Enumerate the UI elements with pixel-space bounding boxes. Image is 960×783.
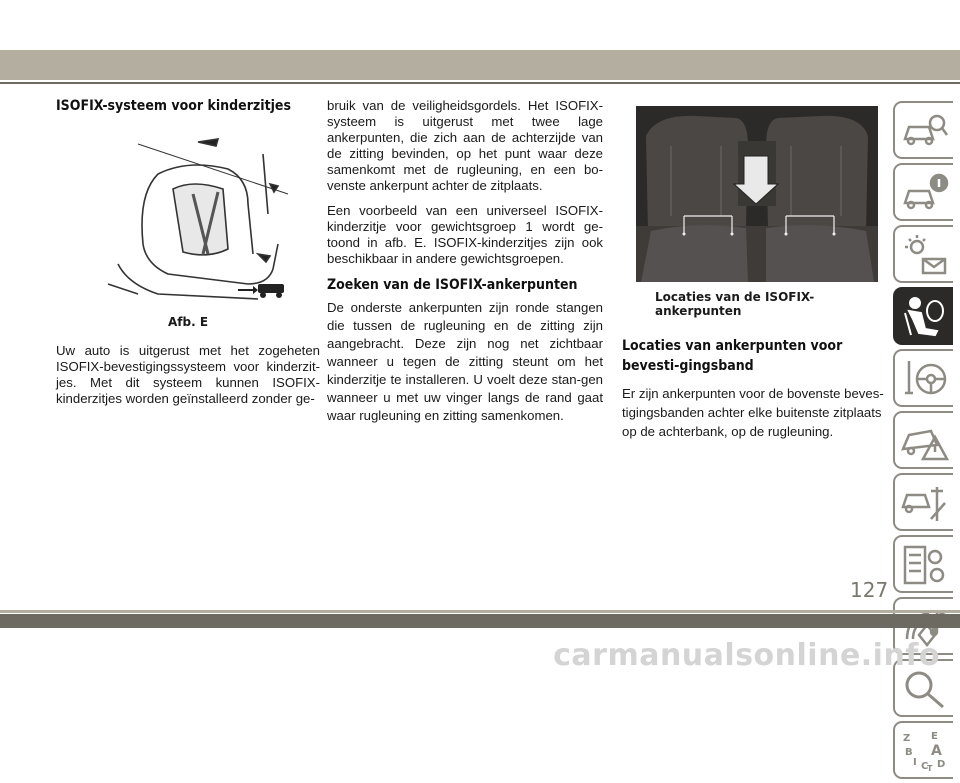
car-tools-icon: [901, 481, 949, 525]
section-heading-isofix: ISOFIX-systeem voor kinderzitjes: [56, 98, 291, 114]
steering-key-icon: [901, 357, 949, 401]
svg-text:A: A: [931, 743, 942, 759]
tab-dashboard-warning[interactable]: [893, 225, 953, 283]
specs-gears-icon: [901, 543, 949, 587]
paragraph-tether-anchors: Er zijn ankerpunten voor de bovenste beves-tigingsbanden achter elke buitenste zitplaats op de achterbank, op de rugleuning.: [622, 386, 884, 439]
alphabet-index-icon: [901, 729, 949, 773]
column-middle: [327, 98, 603, 434]
tab-steering-key[interactable]: [893, 349, 953, 407]
svg-text:T: T: [927, 764, 933, 773]
page-number: 127: [850, 578, 889, 602]
section-heading-tether-anchors: Locaties van ankerpunten voor bevesti-gingsband: [622, 338, 843, 374]
footer-rule: [0, 610, 960, 613]
svg-text:E: E: [931, 731, 938, 742]
column-left: [56, 98, 320, 416]
dashboard-warning-icon: [901, 233, 949, 277]
tab-car-search[interactable]: [893, 101, 953, 159]
car-search-icon: [901, 109, 949, 153]
watermark: carmanualsonline.info: [553, 638, 940, 673]
tab-alphabet-index[interactable]: [893, 721, 953, 779]
footer-band: [0, 614, 960, 628]
column-right: [622, 98, 886, 450]
header-band: [0, 50, 960, 80]
rear-seat-photo: [636, 106, 878, 282]
magnifier-icon: [901, 667, 949, 711]
child-seat-illustration: [98, 134, 298, 310]
svg-text:D: D: [937, 759, 946, 770]
car-warning-triangle-icon: [901, 419, 949, 463]
chapter-tabs: [893, 101, 953, 783]
tab-car-info[interactable]: [893, 163, 953, 221]
svg-text:Z: Z: [903, 733, 911, 744]
paragraph-example: Een voorbeeld van een universeel ISOFIX-kinderzitje voor gewichtsgroep 1 wordt ge-toond in afb. E. ISOFIX-kinderzitjes zijn ook beschikbaar in andere gewichtsgroepen.: [327, 203, 603, 266]
svg-text:I: I: [913, 757, 917, 768]
figure-caption-isofix-locations: Locaties van de ISOFIX-ankerpunten: [655, 290, 815, 318]
svg-text:B: B: [905, 747, 913, 758]
tab-specs-gears[interactable]: [893, 535, 953, 593]
tab-car-tools[interactable]: [893, 473, 953, 531]
airbag-seat-icon: [901, 295, 949, 339]
paragraph-anchors: bruik van de veiligheidsgordels. Het ISOFIX-systeem is uitgerust met twee lage ankerpunten, die zich aan de achterzijde van de zitting bevinden, op het punt waar deze samenkomt met de rugleuning, en een bo-venste ankerpunt achter de zitplaats.: [327, 98, 603, 193]
paragraph-intro: Uw auto is uitgerust met het zogeheten ISOFIX-bevestigingssysteem voor kinderzit-jes. Met dit systeem kunnen ISOFIX-kinderzitjes worden geïnstalleerd zonder ge-: [56, 343, 320, 406]
paragraph-lower-anchors: De onderste ankerpunten zijn ronde stangen die tussen de rugleuning en de zitting zijn aangebracht. Deze zijn nog net zichtbaar wanneer u tegen de zitting steunt om het kinderzitje te installeren. U voelt deze stan-gen wanneer u met uw vinger langs de rand gaat waar rugleuning en zitting samenkomen.: [327, 300, 603, 423]
tab-airbag-seat[interactable]: [893, 287, 953, 345]
section-heading-locate-anchors: Zoeken van de ISOFIX-ankerpunten: [327, 277, 578, 293]
figure-caption-afb-e: Afb. E: [167, 315, 209, 329]
svg-text:C: C: [921, 761, 929, 772]
header-rule: [0, 82, 960, 84]
tab-car-warning[interactable]: [893, 411, 953, 469]
car-info-icon: [901, 171, 949, 215]
